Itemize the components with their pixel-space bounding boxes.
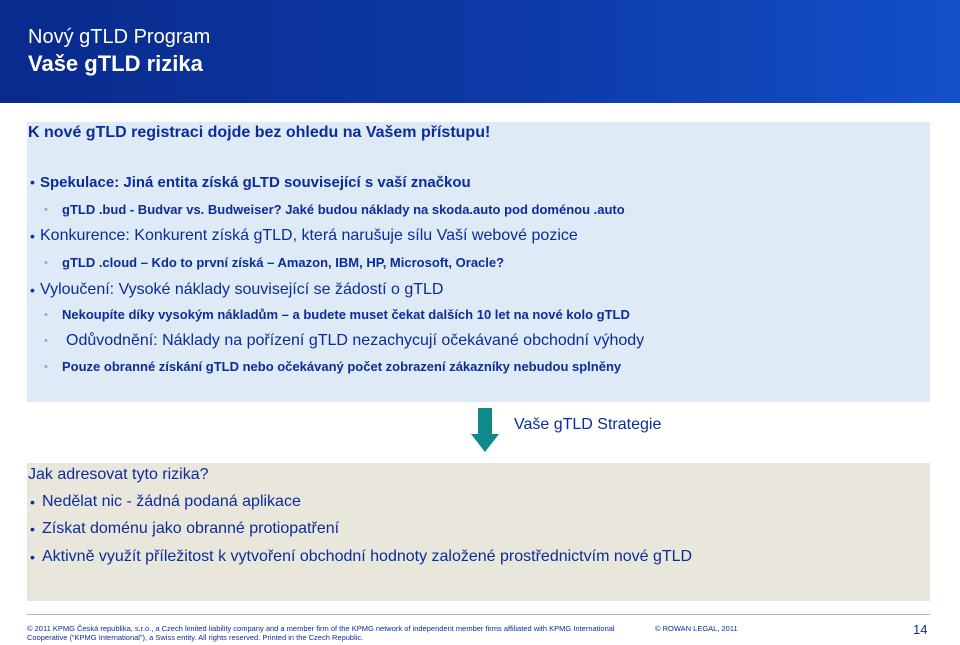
sub-bullet-icon: • <box>44 335 48 347</box>
program-title: Nový gTLD Program <box>28 26 211 48</box>
bullet-icon: • <box>30 494 35 510</box>
strategy-label: Vaše gTLD Strategie <box>514 416 662 433</box>
risk-competition: Konkurence: Konkurent získá gTLD, která narušuje sílu Vaší webové pozice <box>40 227 578 244</box>
bullet-icon: • <box>30 549 35 565</box>
risk-speculation-example: gTLD .bud - Budvar vs. Budweiser? Jaké budou náklady na skoda.auto pod doménou .auto <box>62 202 625 217</box>
sub-bullet-icon: • <box>44 204 48 216</box>
rowan-legal-copyright: © ROWAN LEGAL, 2011 <box>655 624 738 633</box>
address-heading: Jak adresovat tyto rizika? <box>28 466 209 483</box>
sub-bullet-icon: • <box>44 309 48 321</box>
footer-divider <box>27 614 930 615</box>
title-banner <box>0 0 960 103</box>
risk-competition-example: gTLD .cloud – Kdo to první získá – Amazon, IBM, HP, Microsoft, Oracle? <box>62 255 505 270</box>
risks-intro: K nové gTLD registraci dojde bez ohledu na Vašem přístupu! <box>28 124 491 141</box>
risk-exclusion: Vyloučení: Vysoké náklady související se žádostí o gTLD <box>40 281 444 298</box>
page-number: 14 <box>913 622 928 637</box>
option-do-nothing: Nedělat nic - žádná podaná aplikace <box>42 493 301 510</box>
risk-exclusion-detail-1: Nekoupíte díky vysokým nákladům – a budete muset čekat dalších 10 let na nové kolo gTLD <box>62 307 630 322</box>
sub-bullet-icon: • <box>44 257 48 269</box>
option-defensive: Získat doménu jako obranné protiopatření <box>42 520 340 537</box>
bullet-icon: • <box>30 521 35 537</box>
bullet-icon: • <box>30 228 35 244</box>
risk-exclusion-detail-3: Pouze obranné získání gTLD nebo očekávaný počet zobrazení zákazníky nebudou splněny <box>62 359 622 374</box>
copyright-line-1: © 2011 KPMG Česká republika, s.r.o., a Czech limited liability company and a member firm of the KPMG network of independent member firms affiliated with KPMG International <box>27 624 615 633</box>
sub-bullet-icon: • <box>44 361 48 373</box>
bullet-icon: • <box>30 282 35 298</box>
slide-title: Vaše gTLD rizika <box>28 51 203 76</box>
copyright-line-2: Cooperative (“KPMG International”), a Swiss entity. All rights reserved. Printed in the Czech Republic. <box>27 633 364 642</box>
down-arrow-icon <box>471 408 499 452</box>
risk-speculation: Spekulace: Jiná entita získá gLTD související s vaší značkou <box>40 174 471 191</box>
option-opportunity: Aktivně využít příležitost k vytvoření obchodní hodnoty založené prostřednictvím nové gTLD <box>42 548 693 565</box>
bullet-icon: • <box>30 174 35 190</box>
risk-exclusion-detail-2: Odůvodnění: Náklady na pořízení gTLD nezachycují očekávané obchodní výhody <box>66 332 645 349</box>
